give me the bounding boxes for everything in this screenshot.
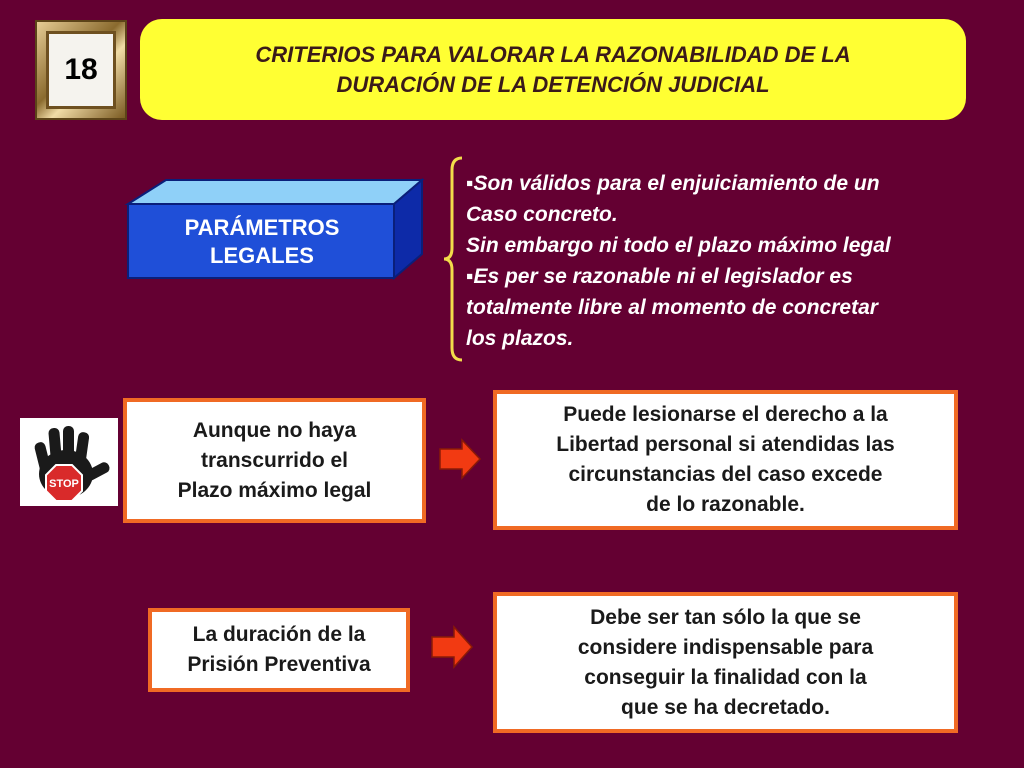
personal-liberty-line-4: de lo razonable. xyxy=(646,493,805,516)
indispensable-box xyxy=(493,592,958,733)
stop-image xyxy=(20,418,118,506)
slide-number-panel xyxy=(46,31,116,109)
personal-liberty-box xyxy=(493,390,958,530)
preventive-detention-box xyxy=(148,608,410,692)
parametros-label xyxy=(128,208,396,276)
max-term-line-2: transcurrido el xyxy=(200,448,349,472)
max-term-box xyxy=(123,398,426,523)
indispensable-line-2: considere indispensable para xyxy=(577,635,874,659)
parametros-line-2: LEGALES xyxy=(210,243,314,268)
bullet-line-6: los plazos. xyxy=(466,327,574,350)
block-top-face xyxy=(128,180,422,204)
max-term-line-1: Aunque no haya xyxy=(192,418,357,442)
right-arrow-icon xyxy=(438,438,482,480)
page-title xyxy=(213,40,893,100)
preventive-detention-line-1: La duración de la xyxy=(192,623,366,646)
slide-number-frame xyxy=(35,20,127,120)
bullet-line-5: totalmente libre al momento de concretar xyxy=(466,296,878,319)
slide-number: 18 xyxy=(64,53,98,86)
indispensable-line-3: conseguir la finalidad con la xyxy=(584,665,867,689)
indispensable-line-1: Debe ser tan sólo la que se xyxy=(590,605,861,629)
stop-hand-icon xyxy=(20,418,118,506)
title-line-1: CRITERIOS PARA VALORAR LA RAZONABILIDAD DE LA xyxy=(255,41,851,67)
bullet-line-1: ▪Son válidos para el enjuiciamiento de un xyxy=(466,172,880,195)
title-banner xyxy=(140,19,966,120)
max-term-line-3: Plazo máximo legal xyxy=(177,478,372,502)
bullet-line-2: Caso concreto. xyxy=(466,203,618,226)
personal-liberty-line-2: Libertad personal si atendidas las xyxy=(556,433,895,456)
legal-parameters-text xyxy=(466,168,1006,354)
curly-brace-icon xyxy=(440,156,466,362)
parametros-line-1: PARÁMETROS xyxy=(184,215,340,240)
indispensable-line-4: que se ha decretado. xyxy=(621,695,830,719)
right-arrow-icon xyxy=(430,625,474,669)
stop-sign-text: STOP xyxy=(49,478,79,490)
bullet-line-4: ▪Es per se razonable ni el legislador es xyxy=(466,265,853,288)
personal-liberty-line-3: circunstancias del caso excede xyxy=(568,463,883,486)
bullet-line-3: Sin embargo ni todo el plazo máximo legal xyxy=(466,234,891,257)
preventive-detention-line-2: Prisión Preventiva xyxy=(187,653,371,676)
title-line-2: DURACIÓN DE LA DETENCIÓN JUDICIAL xyxy=(336,71,770,97)
personal-liberty-line-1: Puede lesionarse el derecho a la xyxy=(563,403,888,426)
